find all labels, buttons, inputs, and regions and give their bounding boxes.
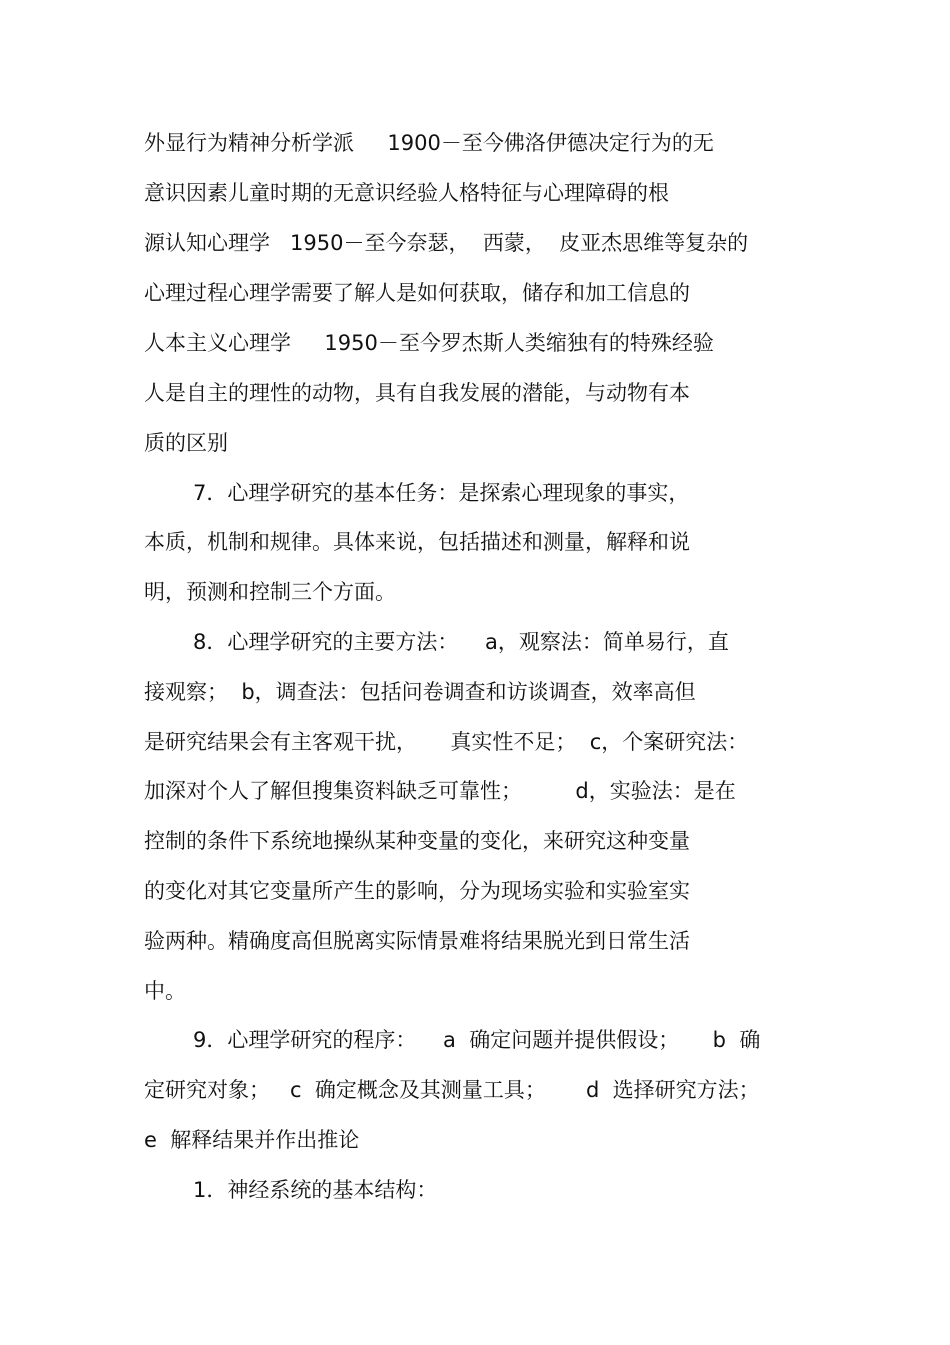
text-line: 本质，机制和规律。具体来说，包括描述和测量，解释和说 <box>144 530 690 554</box>
paragraph-heading: 9．心理学研究的程序： a 确定问题并提供假设； b 确 <box>193 1028 761 1052</box>
text-line: 源认知心理学 1950－至今奈瑟， 西蒙， 皮亚杰思维等复杂的 <box>144 231 749 255</box>
text-line: 定研究对象； c 确定概念及其测量工具； d 选择研究方法； <box>144 1078 760 1102</box>
text-line: 控制的条件下系统地操纵某种变量的变化，来研究这种变量 <box>144 829 690 853</box>
text-line: 人本主义心理学 1950－至今罗杰斯人类缩独有的特殊经验 <box>144 331 714 355</box>
text-line: 外显行为精神分析学派 1900－至今佛洛伊德决定行为的无 <box>144 131 714 155</box>
text-line: 心理过程心理学需要了解人是如何获取，储存和加工信息的 <box>144 281 690 305</box>
text-line: 验两种。精确度高但脱离实际情景难将结果脱光到日常生活 <box>144 929 690 953</box>
text-line: 人是自主的理性的动物，具有自我发展的潜能，与动物有本 <box>144 381 690 405</box>
text-line: 明，预测和控制三个方面。 <box>144 580 396 604</box>
text-line: 加深对个人了解但搜集资料缺乏可靠性； d，实验法：是在 <box>144 779 736 803</box>
text-line: e 解释结果并作出推论 <box>144 1128 360 1152</box>
text-line: 意识因素儿童时期的无意识经验人格特征与心理障碍的根 <box>144 181 669 205</box>
paragraph-heading: 7．心理学研究的基本任务：是探索心理现象的事实， <box>193 481 690 505</box>
text-line: 接观察； b，调查法：包括问卷调查和访谈调查，效率高但 <box>144 680 696 704</box>
paragraph-heading: 8．心理学研究的主要方法： a，观察法：简单易行，直 <box>193 630 729 654</box>
text-line: 质的区别 <box>144 431 228 455</box>
text-line: 的变化对其它变量所产生的影响，分为现场实验和实验室实 <box>144 879 690 903</box>
paragraph-heading: 1．神经系统的基本结构： <box>193 1178 438 1202</box>
text-line: 是研究结果会有主客观干扰， 真实性不足； c，个案研究法： <box>144 730 749 754</box>
text-line: 中。 <box>144 979 186 1003</box>
